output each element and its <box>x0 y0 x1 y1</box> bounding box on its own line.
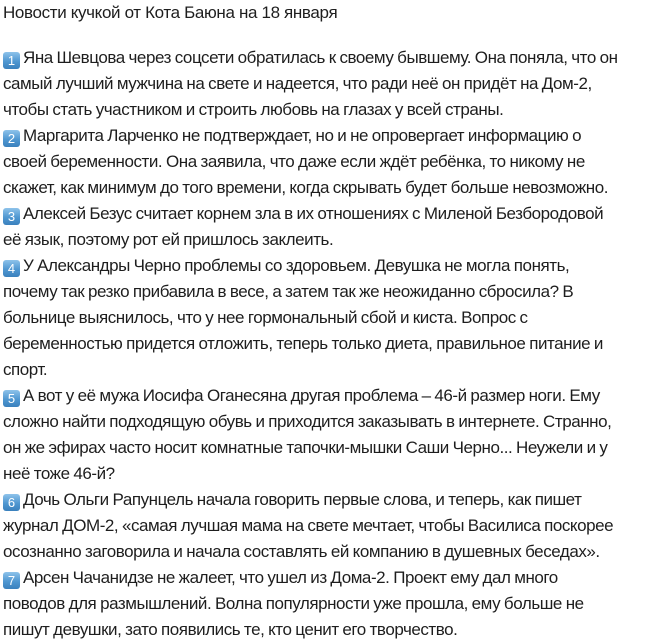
news-document <box>3 0 670 643</box>
keycap-6-icon: 6 <box>3 494 20 511</box>
news-item-line: 2 Маргарита Ларченко не подтверждает, но и не опровергает информацию о <box>3 123 670 149</box>
keycap-5-icon: 5 <box>3 390 20 407</box>
news-item-line: её язык, поэтому рот ей пришлось заклеить. <box>3 230 334 249</box>
news-item-line: пишут девушки, зато появились те, кто ценит его творчество. <box>3 620 458 639</box>
keycap-7-icon: 7 <box>3 572 20 589</box>
news-item-line: 1 Яна Шевцова через соцсети обратилась к своему бывшему. Она поняла, что он <box>3 45 670 71</box>
keycap-4-icon: 4 <box>3 260 20 277</box>
page-title: Новости кучкой от Кота Баюна на 18 января <box>3 3 338 22</box>
keycap-1-icon: 1 <box>3 52 20 69</box>
news-item-5 <box>3 383 670 487</box>
news-item-line: поводов для размышлений. Волна популярности уже прошла, ему больше не <box>3 594 584 613</box>
news-list <box>3 45 670 643</box>
news-item-line: осознанно заговорила и начала составлять ей компанию в душевных беседах». <box>3 542 600 561</box>
news-item-line: он же эфирах часто носит комнатные тапочки-мышки Саши Черно... Неужели и у <box>3 438 608 457</box>
news-item-3 <box>3 201 670 253</box>
news-item-line: сложно найти подходящую обувь и приходится заказывать в интернете. Странно, <box>3 412 612 431</box>
news-item-line: 6 Дочь Ольги Рапунцель начала говорить первые слова, и теперь, как пишет <box>3 487 670 513</box>
news-item-line: больнице выяснилось, что у нее гормональный сбой и киста. Вопрос с <box>3 308 528 327</box>
keycap-2-icon: 2 <box>3 130 20 147</box>
news-item-4 <box>3 253 670 383</box>
news-item-line: неё тоже 46-й? <box>3 464 115 483</box>
news-item-line: чтобы стать участником и строить любовь на глазах у всей страны. <box>3 100 504 119</box>
keycap-3-icon: 3 <box>3 208 20 225</box>
news-item-2 <box>3 123 670 201</box>
news-item-line: 3 Алексей Безус считает корнем зла в их отношениях с Миленой Безбородовой <box>3 201 670 227</box>
news-item-line: своей беременности. Она заявила, что даже если ждёт ребёнка, то никому не <box>3 152 585 171</box>
news-item-line: самый лучший мужчина на свете и надеется, что ради неё он придёт на Дом-2, <box>3 74 592 93</box>
news-item-line: почему так резко прибавила в весе, а затем так же неожиданно сбросила? В <box>3 282 574 301</box>
news-item-line: беременностью придется отложить, теперь только диета, правильное питание и <box>3 334 603 353</box>
news-item-6 <box>3 487 670 565</box>
news-item-line: 7 Арсен Чачанидзе не жалеет, что ушел из Дома-2. Проект ему дал много <box>3 565 670 591</box>
news-item-line: 5 А вот у её мужа Иосифа Оганесяна другая проблема – 46-й размер ноги. Ему <box>3 383 670 409</box>
news-item-7 <box>3 565 670 643</box>
news-item-line: спорт. <box>3 360 48 379</box>
news-item-line: скажет, как минимум до того времени, когда скрывать будет больше невозможно. <box>3 178 609 197</box>
news-item-line: журнал ДОМ-2, «самая лучшая мама на свете мечтает, чтобы Василиса поскорее <box>3 516 614 535</box>
news-item-1 <box>3 45 670 123</box>
news-item-line: 4 У Александры Черно проблемы со здоровьем. Девушка не могла понять, <box>3 253 670 279</box>
